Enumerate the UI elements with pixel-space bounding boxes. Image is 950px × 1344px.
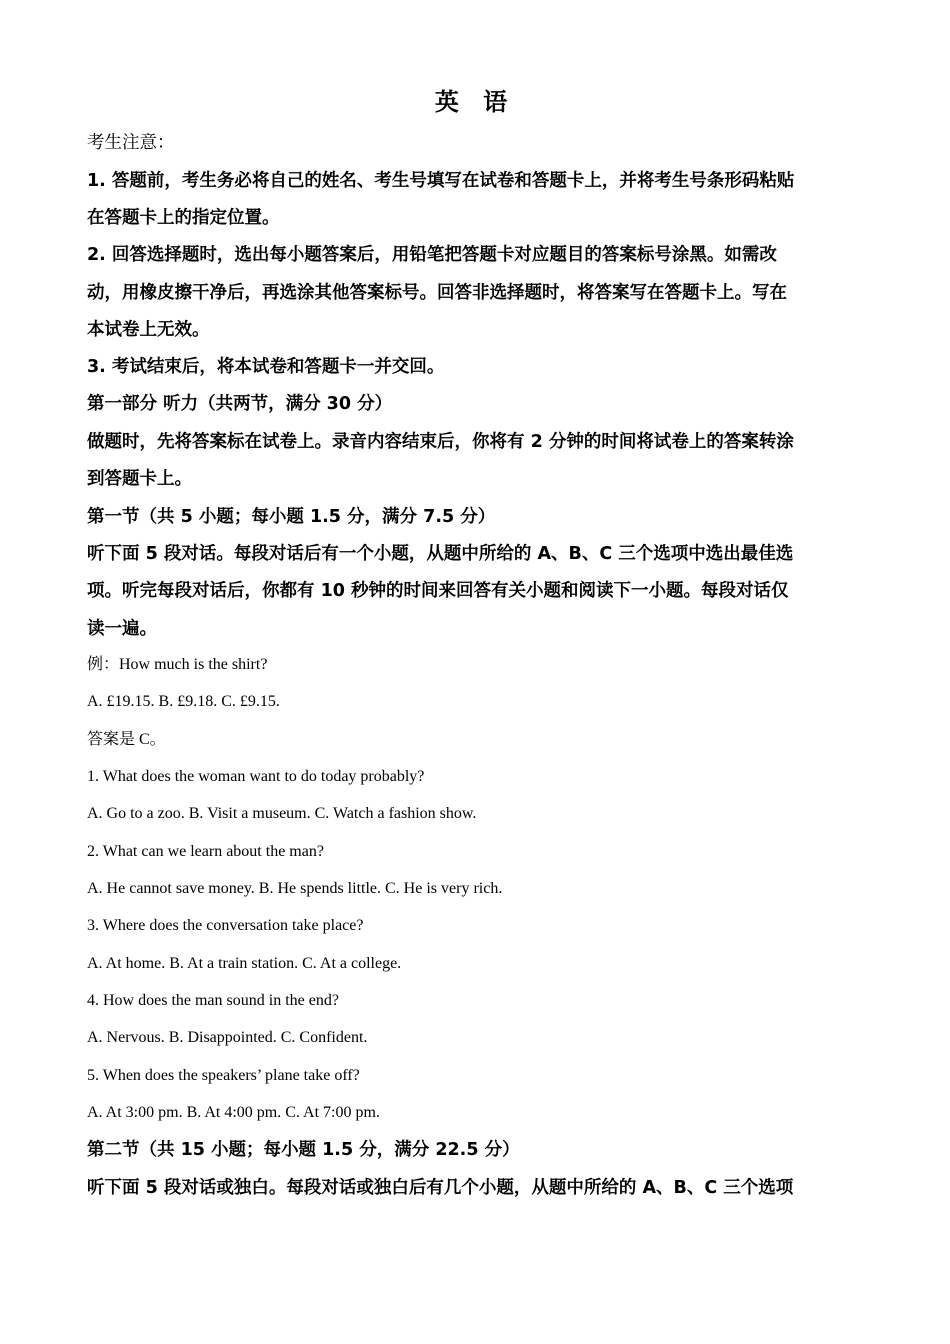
notice-item: 动，用橡皮擦干净后，再选涂其他答案标号。回答非选择题时，将答案写在答题卡上。写在: [87, 283, 787, 303]
section2-heading: 第二节（共 15 小题；每小题 1.5 分，满分 22.5 分）: [87, 1140, 520, 1160]
question-options: A. Nervous. B. Disappointed. C. Confident.: [87, 1029, 368, 1046]
page-title: 英 语: [434, 88, 516, 116]
question-options: A. Go to a zoo. B. Visit a museum. C. Watch a fashion show.: [87, 805, 477, 822]
section1-instruction: 听下面 5 段对话。每段对话后有一个小题，从题中所给的 A、B、C 三个选项中选出最佳选: [87, 544, 794, 564]
question-text: 3. Where does the conversation take place?: [87, 917, 364, 934]
section1-instruction: 读一遍。: [87, 619, 157, 639]
notice-item: 本试卷上无效。: [87, 320, 210, 340]
question-text: 4. How does the man sound in the end?: [87, 992, 339, 1009]
part1-heading: 第一部分 听力（共两节，满分 30 分）: [87, 394, 393, 414]
question-options: A. At home. B. At a train station. C. At a college.: [87, 955, 402, 972]
part1-instruction: 到答题卡上。: [87, 469, 192, 489]
question-options: A. He cannot save money. B. He spends little. C. He is very rich.: [87, 880, 503, 897]
notice-item: 3. 考试结束后，将本试卷和答题卡一并交回。: [87, 357, 445, 377]
example-question: 例：How much is the shirt?: [87, 656, 268, 673]
example-options: A. £19.15. B. £9.18. C. £9.15.: [87, 693, 280, 710]
section1-instruction: 项。听完每段对话后，你都有 10 秒钟的时间来回答有关小题和阅读下一小题。每段对话仅: [87, 581, 789, 601]
question-text: 5. When does the speakers’ plane take off?: [87, 1067, 360, 1084]
question-text: 2. What can we learn about the man?: [87, 843, 324, 860]
notice-heading: 考生注意：: [87, 133, 175, 153]
part1-instruction: 做题时，先将答案标在试卷上。录音内容结束后，你将有 2 分钟的时间将试卷上的答案转涂: [87, 432, 794, 452]
question-text: 1. What does the woman want to do today probably?: [87, 768, 425, 785]
notice-item: 在答题卡上的指定位置。: [87, 208, 280, 228]
notice-item: 2. 回答选择题时，选出每小题答案后，用铅笔把答题卡对应题目的答案标号涂黑。如需改: [87, 245, 777, 265]
notice-item: 1. 答题前，考生务必将自己的姓名、考生号填写在试卷和答题卡上，并将考生号条形码粘贴: [87, 171, 795, 191]
section2-instruction: 听下面 5 段对话或独白。每段对话或独白后有几个小题，从题中所给的 A、B、C 三个选项: [87, 1178, 794, 1198]
question-options: A. At 3:00 pm. B. At 4:00 pm. C. At 7:00 pm.: [87, 1104, 380, 1121]
section1-heading: 第一节（共 5 小题；每小题 1.5 分，满分 7.5 分）: [87, 507, 496, 527]
example-answer: 答案是 C。: [87, 731, 166, 748]
